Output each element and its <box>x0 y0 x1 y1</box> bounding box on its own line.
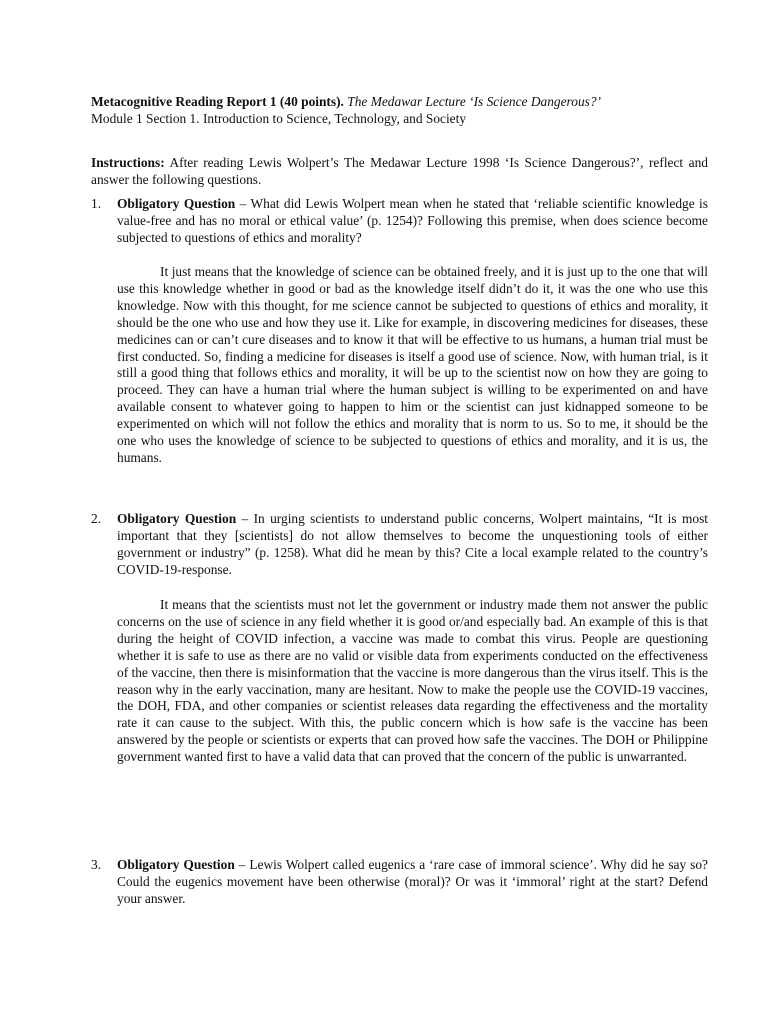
question-number: 1. <box>91 196 102 211</box>
question-text <box>117 511 708 579</box>
question-body: – Lewis Wolpert called eugenics a ‘rare case of immoral science’. Why did he say so? Could the eugenics movement have been otherwise (moral)? Or was it ‘immoral’ right at the start? Defend your answer. <box>117 857 708 906</box>
module-line: Module 1 Section 1. Introduction to Science, Technology, and Society <box>91 110 467 126</box>
question-number: 3. <box>91 857 102 872</box>
question-2 <box>91 511 708 579</box>
question-text <box>117 857 708 908</box>
question-text <box>117 196 708 247</box>
question-3 <box>91 857 708 908</box>
question-label: Obligatory Question <box>117 196 236 211</box>
report-title-line <box>91 94 711 111</box>
question-label: Obligatory Question <box>117 511 237 526</box>
lecture-title: The Medawar Lecture ‘Is Science Dangerous?’ <box>347 94 602 109</box>
answer-1: It just means that the knowledge of science can be obtained freely, and it is just up to the one that will use this knowledge whether in good or bad as the knowledge itself didn’t do it, it was the one who use this knowledge. Now with this thought, for me science cannot be subjected to questions of ethics and morality, it should be the one who use and how they use it. Like for example, in discovering medicines for diseases, these medicines can or can’t cure diseases and to know it that will be effective to us humans, a human trial must be first conducted. So, finding a medicine for diseases is itself a good use of science. Now, with human trial, is it still a good thing that follows ethics and morality, it will be up to the scientist now on how they are going to proceed. They can have a human trial where the human subject is willing to be experimented on and have available consent to whatever going to happen to him or the scientist can just kidnapped someone to be experimented on which will not follow the ethics and morality that is norm to us. So to me, it should be the one who uses the knowledge of science to be subjected to questions of ethics and morality, and it is us, the humans. <box>117 264 708 465</box>
report-header <box>91 94 711 128</box>
question-1 <box>91 196 708 247</box>
question-body: – What did Lewis Wolpert mean when he stated that ‘reliable scientific knowledge is value-free and has no moral or ethical value’ (p. 1254)? Following this premise, when does science become subjected to questions of ethics and morality? <box>117 196 708 245</box>
question-number: 2. <box>91 511 102 526</box>
instructions-label: Instructions: <box>91 155 165 170</box>
question-label: Obligatory Question <box>117 857 235 872</box>
question-body: – In urging scientists to understand public concerns, Wolpert maintains, “It is most important that they [scientists] do not allow themselves to become the unquestioning tools of either government or industry” (p. 1258). What did he mean by this? Cite a local example related to the country’s COVID-19-response. <box>117 511 708 577</box>
instructions-text: After reading Lewis Wolpert’s The Medawar Lecture 1998 ‘Is Science Dangerous?’, reflect and answer the following questions. <box>91 155 708 187</box>
answer-2: It means that the scientists must not let the government or industry made them not answer the public concerns on the use of science in any field whether it is good or/and especially bad. An example of this is that during the height of COVID infection, a vaccine was made to combat this virus. People are questioning whether it is safe to use as there are no valid or visible data from experiments conducted on the effectiveness of the vaccine, then there is misinformation that the vaccine is more dangerous than the virus itself. This is the reason why in the early vaccination, many are hesitant. Now to make the people use the COVID-19 vaccines, the DOH, FDA, and other companies or scientist releases data regarding the effectiveness and the mortality rate it can cause to the subject. With this, the public concern which is how safe is the vaccine has been answered by the people or scientists or experts that can proved how safe the vaccines. The DOH or Philippine government wanted first to have a valid data that can proved that the concern of the public is unwarranted. <box>117 597 708 765</box>
instructions <box>91 155 708 189</box>
report-title: Metacognitive Reading Report 1 (40 points). <box>91 94 344 109</box>
